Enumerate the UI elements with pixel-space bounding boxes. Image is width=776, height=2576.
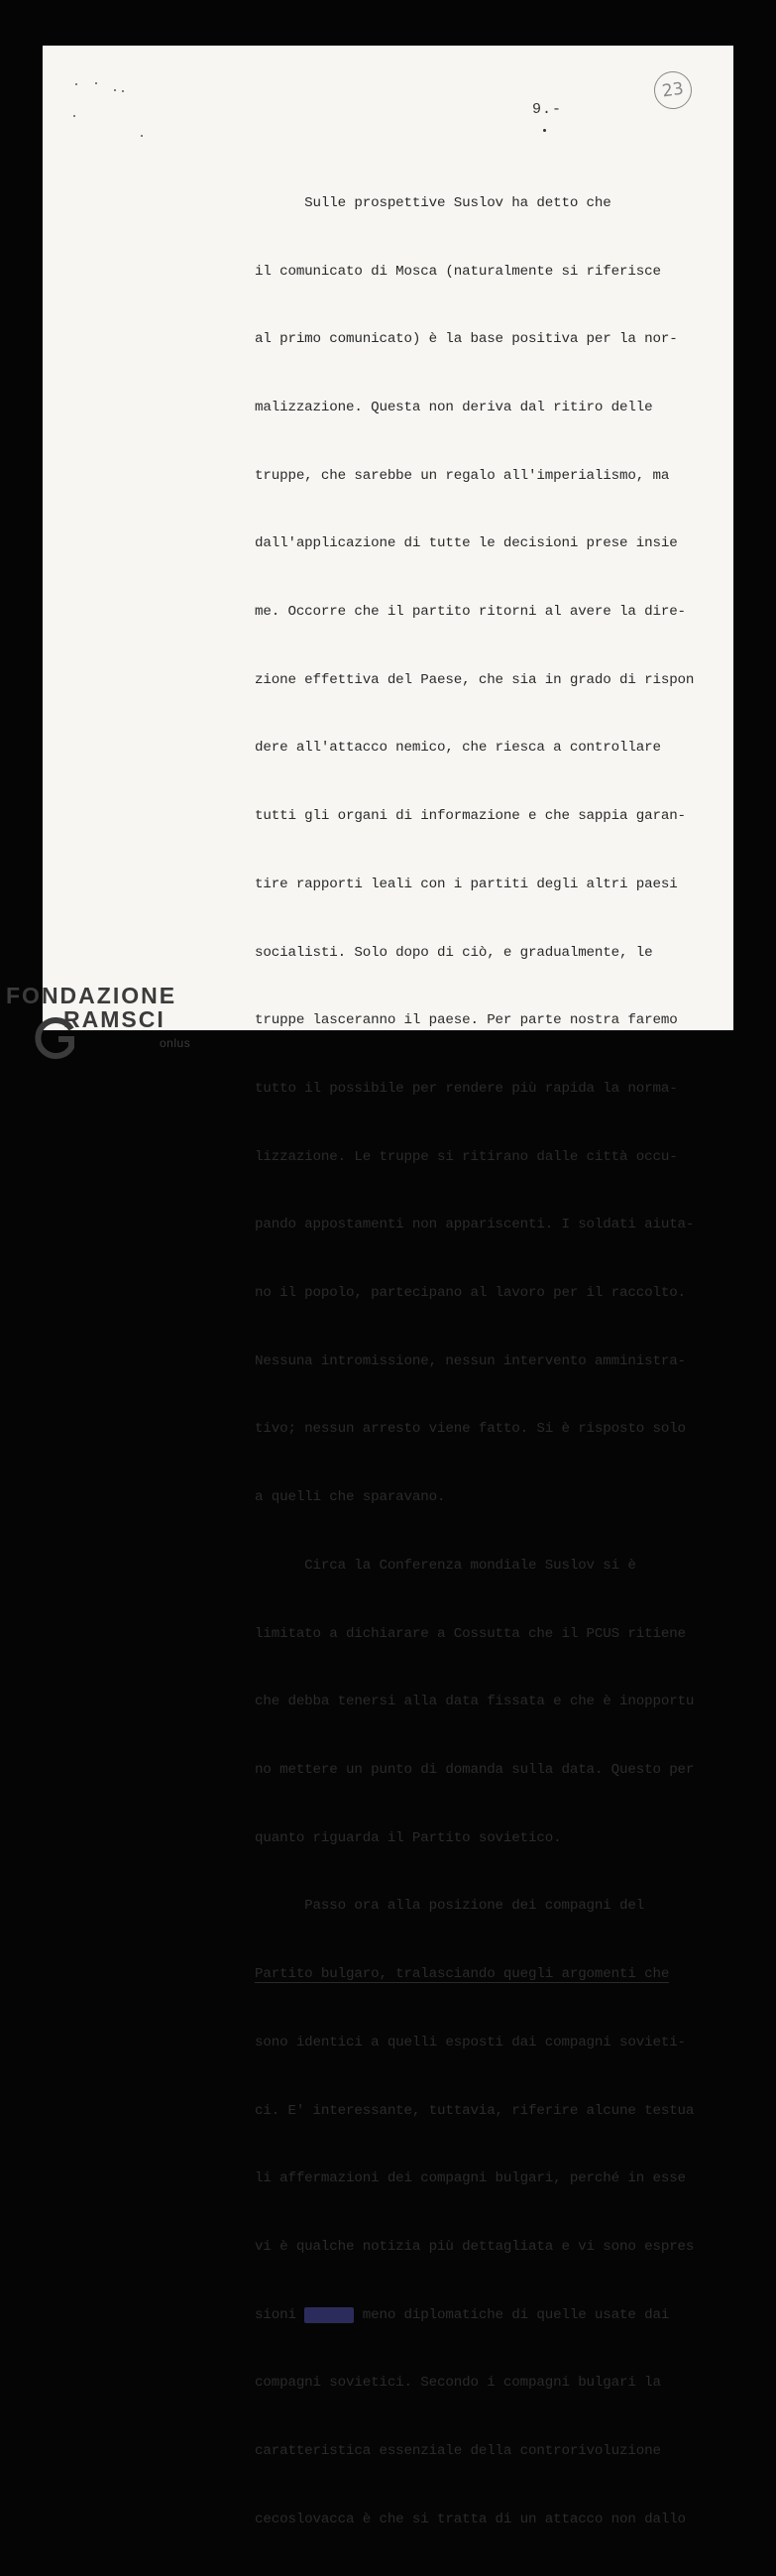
text-segment: sioni: [255, 2306, 305, 2323]
text-line: ci. E' interessante, tuttavia, riferire alcune testua: [255, 2102, 695, 2119]
text-line: cecoslovacca è che si tratta di un attacco non dallo: [255, 2511, 686, 2527]
text-line: malizzazione. Questa non deriva dal ritiro delle: [255, 399, 653, 415]
text-line: dall'applicazione di tutte le decisioni prese insie: [255, 535, 678, 552]
underlined-phrase: Partito bulgaro, tralasciando quegli argomenti che: [255, 1966, 670, 1983]
text-line: Nessuna intromissione, nessun intervento amministra-: [255, 1352, 686, 1369]
struck-word: ancora: [304, 2306, 355, 2323]
watermark: [6, 984, 190, 1055]
text-line: al primo comunicato) è la base positiva per la nor-: [255, 331, 678, 348]
text-line: tire rapporti leali con i partiti degli altri paesi: [255, 876, 678, 892]
text-line: Passo ora alla posizione dei compagni del: [255, 1898, 645, 1915]
text-line: il comunicato di Mosca (naturalmente si riferisce: [255, 263, 661, 280]
text-line: lizzazione. Le truppe si ritirano dalle città occu-: [255, 1148, 678, 1165]
text-line: a quelli che sparavano.: [255, 1489, 446, 1506]
text-line: Circa la Conferenza mondiale Suslov si è: [255, 1557, 636, 1574]
text-line: tutto il possibile per rendere più rapida la norma-: [255, 1080, 678, 1097]
text-line: tivo; nessun arresto viene fatto. Si è risposto solo: [255, 1421, 686, 1438]
text-line: no il popolo, partecipano al lavoro per il raccolto.: [255, 1285, 686, 1302]
text-line-underlined: [255, 1963, 691, 1986]
text-line: quanto riguarda il Partito sovietico.: [255, 1829, 562, 1846]
page-dot: [543, 129, 546, 132]
text-line: no mettere un punto di domanda sulla data. Questo per: [255, 1761, 695, 1778]
text-line: me. Occorre che il partito ritorni al avere la dire-: [255, 604, 686, 621]
text-line: dere all'attacco nemico, che riesca a controllare: [255, 740, 661, 757]
text-line: li affermazioni dei compagni bulgari, perché in esse: [255, 2170, 686, 2187]
text-line: vi è qualche notizia più dettagliata e vi sono espres: [255, 2238, 695, 2255]
text-segment: meno diplomatiche di quelle usate dai: [354, 2306, 670, 2323]
text-line: caratteristica essenziale della controrivoluzione: [255, 2443, 661, 2460]
watermark-line2: RAMSCI: [63, 1006, 166, 1032]
archive-number-stamp: 23: [652, 69, 695, 112]
text-line: pando appostamenti non appariscenti. I soldati aiuta-: [255, 1217, 695, 1233]
text-line: truppe, che sarebbe un regalo all'imperialismo, ma: [255, 467, 670, 484]
text-line-with-strike: [255, 2304, 691, 2327]
text-line: sono identici a quelli esposti dai compagni sovieti-: [255, 2034, 686, 2050]
text-line: compagni sovietici. Secondo i compagni bulgari la: [255, 2375, 661, 2392]
text-line: zione effettiva del Paese, che sia in grado di rispon: [255, 671, 695, 688]
text-line: limitato a dichiarare a Cossutta che il PCUS ritiene: [255, 1625, 686, 1642]
text-line: socialisti. Solo dopo di ciò, e gradualmente, le: [255, 944, 653, 961]
text-line: tutti gli organi di informazione e che sappia garan-: [255, 808, 686, 825]
document-body: [255, 147, 695, 2576]
page-number: 9.-: [532, 101, 563, 118]
text-line: Sulle prospettive Suslov ha detto che: [255, 194, 611, 211]
text-line: che debba tenersi alla data fissata e che è inopportu: [255, 1694, 695, 1710]
text-line: truppe lasceranno il paese. Per parte nostra faremo: [255, 1012, 678, 1029]
watermark-line1: FONDAZIONE: [6, 983, 177, 1008]
watermark-line3: onlus: [160, 1036, 191, 1050]
